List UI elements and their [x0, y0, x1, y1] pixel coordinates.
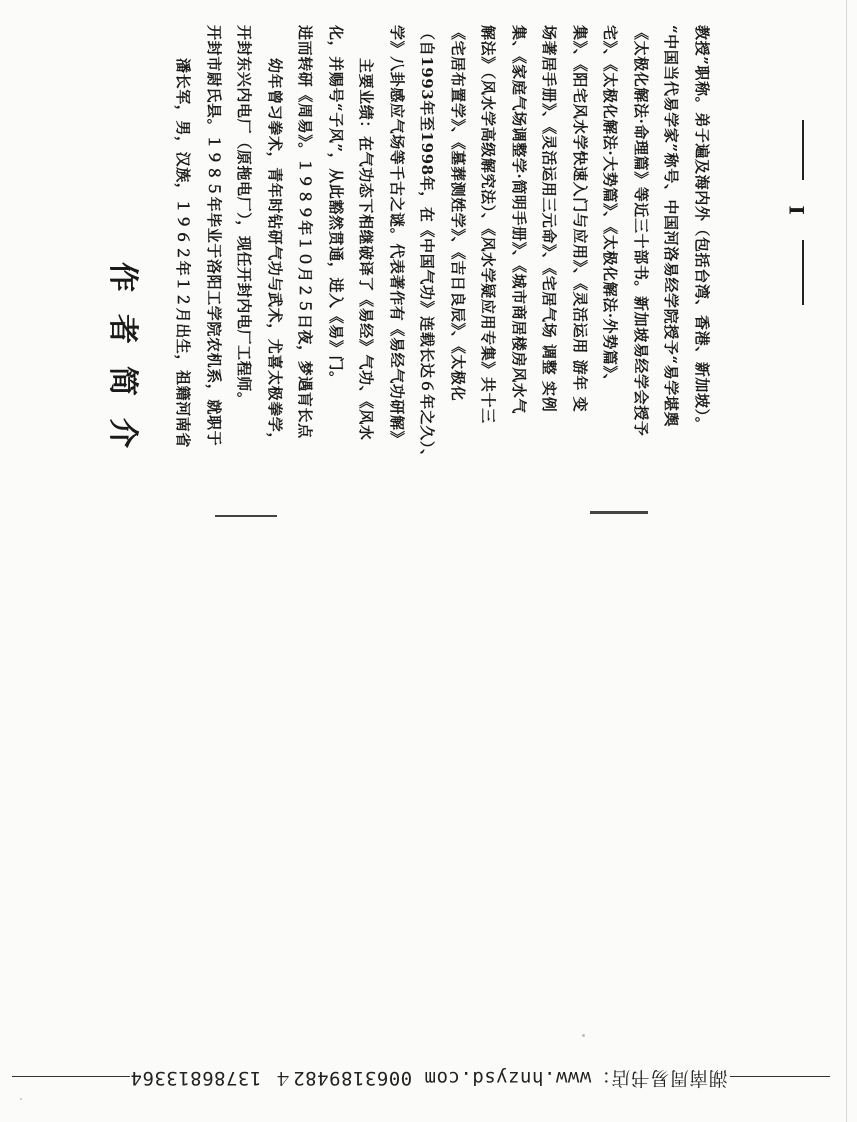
paragraph-line: 教授”职称。弟子遍及海内外（包括台湾、香港、新加坡）。	[692, 25, 711, 433]
paragraph-line: 集、《家庭气场调整学·简明手册》、《城市商居楼房风水气	[509, 25, 528, 414]
page-number-block	[784, 120, 818, 305]
paragraph-line: 幼年曾习拳术，青年时钻研气功与武术，尤喜太极拳学，	[265, 58, 284, 449]
scan-dash-mark	[215, 515, 277, 517]
scan-speck	[20, 1098, 22, 1100]
paragraph-line: 主要业绩：在气功态下相继破译了《易经》气功、《风水	[357, 58, 375, 441]
paragraph-line: 场著居手册》、《灵活运用三元命》、《宅居气场 调整 实例	[540, 25, 558, 413]
page-edge	[846, 0, 847, 1122]
paragraph-line: 《宅居布置学》、《墓葬测姓学》、《吉日良辰》、《太极化	[448, 25, 467, 402]
paragraph-line: 进而转研《周易》。１９８９年１０月２５日夜，梦遇肓长点	[296, 25, 314, 439]
footer-text: 湖南周易书店：www.hnzysd.com 0063189482４ 13786813364	[130, 1067, 728, 1089]
page-number: I	[784, 205, 809, 215]
footer-rule-right	[730, 1076, 830, 1077]
paragraph-line: 学》八卦感应气场等千古之谜。代表著作有《易经气功研解》	[387, 25, 406, 447]
paragraph-line: （自1993年至1998年，在《中国气功》连载长达６年之久）、	[418, 25, 436, 465]
paragraph-line: “中国当代易学家”称号、中国河洛易经学院授予“易学堪舆	[662, 25, 680, 428]
paragraph-line: 开封市尉氏县。１９８５年毕业于洛阳工学院农机系，就职于	[204, 25, 223, 447]
paragraph-line: 开封东兴内电厂（原拖电厂），现任开封内电厂工程师。	[235, 25, 253, 408]
paragraph-line: 解法》（风水学高级解究法）、《风水学疑应用专集》共十三	[479, 25, 497, 424]
paragraph-line: 潘长军，男，汉族，１９６２年１２月出生，祖籍河南省	[174, 58, 192, 449]
page-title: 作者简介	[105, 262, 140, 470]
footer-stamp	[0, 1058, 857, 1098]
page-number-rule-top	[802, 120, 804, 180]
footer-rule-left	[12, 1076, 130, 1077]
paragraph-line: 集》、《阳宅风水学快速入门与应用》、《灵活运用 游年 变	[570, 25, 589, 413]
paragraph-line: 化，并赐号“子风”，从此豁然贯通，进入《易》门。	[326, 25, 345, 387]
scan-dash-mark	[590, 511, 648, 514]
paragraph-line: 宅》、《太极化解法·大势篇》、《太极化解法·外势篇》、	[601, 25, 619, 390]
page-number-rule-bottom	[802, 240, 804, 305]
scan-speck	[582, 1034, 585, 1037]
paragraph-line: 《太极化解法·命理篇》等近三十部书。新加坡易经学会授予	[631, 25, 650, 437]
